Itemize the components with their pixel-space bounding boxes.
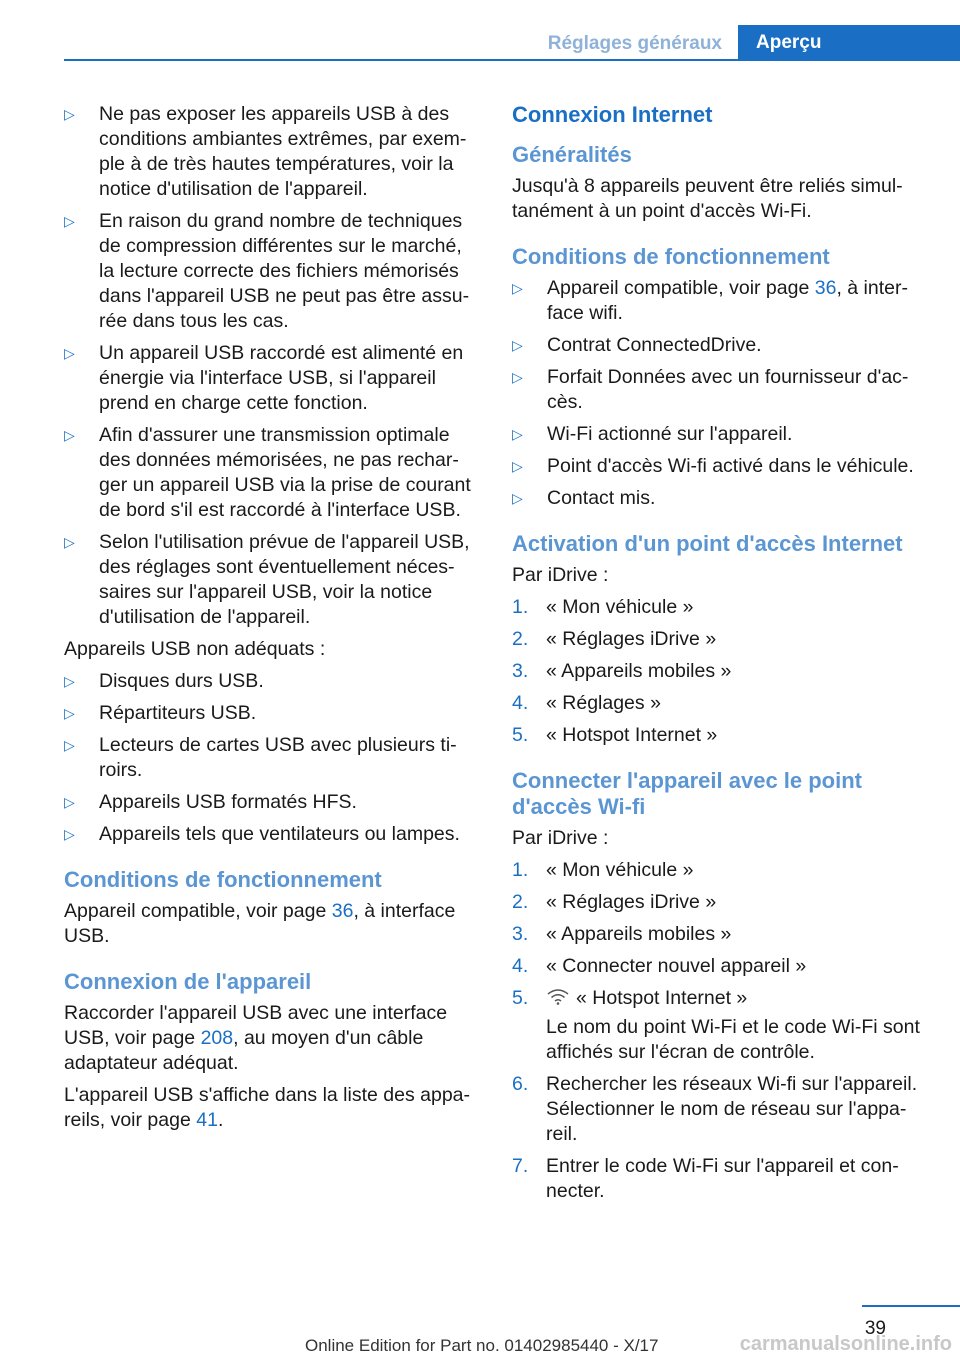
- left-column: [64, 102, 476, 1140]
- page-link[interactable]: 208: [200, 1027, 234, 1049]
- triangle-right-icon: ▷: [512, 337, 523, 353]
- triangle-right-icon: ▷: [512, 280, 523, 296]
- triangle-right-icon: ▷: [64, 705, 75, 721]
- list-item: ▷ Disques durs USB.: [64, 670, 264, 692]
- step-item: 7. Entrer le code Wi-Fi sur l'appareil et con‐ necter.: [512, 1155, 899, 1202]
- step-item: 1. « Mon véhicule »: [512, 859, 694, 881]
- conditions-text: Appareil compatible, voir page 36, à interface USB.: [64, 900, 456, 947]
- list-item: ▷ Appareils tels que ventilateurs ou lampes.: [64, 823, 460, 845]
- list-item: ▷ Forfait Données avec un fournisseur d'ac‐ cès.: [512, 366, 909, 413]
- activation-intro: Par iDrive :: [512, 564, 609, 586]
- triangle-right-icon: ▷: [512, 458, 523, 474]
- activation-steps: [512, 595, 924, 748]
- step-item: 2. « Réglages iDrive »: [512, 891, 717, 913]
- list-item: ▷ Wi-Fi actionné sur l'appareil.: [512, 423, 793, 445]
- connect-intro: Par iDrive :: [512, 827, 609, 849]
- triangle-right-icon: ▷: [64, 826, 75, 842]
- triangle-right-icon: ▷: [64, 106, 75, 122]
- list-item: ▷ Appareils USB formatés HFS.: [64, 791, 357, 813]
- page-link[interactable]: 41: [196, 1109, 218, 1131]
- list-item: ▷ Ne pas exposer les appareils USB à des conditions ambiantes extrêmes, par exem‐ ple à de très hautes températures, voir la notice d'utilisation de l'appareil.: [64, 103, 467, 200]
- list-item: ▷ Appareil compatible, voir page 36, à inter‐ face wifi.: [512, 277, 908, 324]
- triangle-right-icon: ▷: [64, 213, 75, 229]
- list-item: ▷ Un appareil USB raccordé est alimenté en énergie via l'interface USB, si l'appareil prend en charge cette fonction.: [64, 342, 464, 414]
- connection-list-text: L'appareil USB s'affiche dans la liste des appa‐ reils, voir page 41.: [64, 1084, 470, 1131]
- step-item: 2. « Réglages iDrive »: [512, 628, 717, 650]
- list-item: ▷ Contrat ConnectedDrive.: [512, 334, 762, 356]
- triangle-right-icon: ▷: [64, 534, 75, 550]
- step-item: 6. Rechercher les réseaux Wi-fi sur l'appareil. Sélectionner le nom de réseau sur l'appa‐ reil.: [512, 1073, 918, 1145]
- step-item: 4. « Connecter nouvel appareil »: [512, 955, 807, 977]
- edition-text: Online Edition for Part no. 01402985440 - X/17: [305, 1336, 659, 1355]
- triangle-right-icon: ▷: [512, 369, 523, 385]
- header-tab-apercu: [738, 25, 960, 61]
- section-heading-conditions: Conditions de fonctionnement: [64, 867, 382, 892]
- triangle-right-icon: ▷: [64, 427, 75, 443]
- section-heading-internet: Connexion Internet: [512, 102, 713, 127]
- section-heading-general: Généralités: [512, 142, 632, 167]
- section-heading-conditions: Conditions de fonctionnement: [512, 244, 830, 269]
- page-link[interactable]: 36: [331, 900, 354, 922]
- triangle-right-icon: ▷: [512, 490, 523, 506]
- unsuitable-devices-list: [64, 669, 476, 847]
- list-item: ▷ Lecteurs de cartes USB avec plusieurs ti‐ roirs.: [64, 734, 457, 781]
- step-note: Le nom du point Wi-Fi et le code Wi-Fi sont affichés sur l'écran de contrôle.: [546, 1016, 920, 1063]
- header-rule: [64, 59, 960, 61]
- unsuitable-intro: Appareils USB non adéquats :: [64, 638, 326, 660]
- step-item: 3. « Appareils mobiles »: [512, 660, 732, 682]
- page-header: [64, 25, 960, 61]
- right-column: [512, 102, 924, 1211]
- list-item: ▷ Répartiteurs USB.: [64, 702, 257, 724]
- triangle-right-icon: ▷: [64, 794, 75, 810]
- conditions-list: [512, 276, 924, 511]
- watermark: carmanualsonline.info: [739, 1333, 952, 1355]
- header-section-title: Réglages généraux: [547, 33, 722, 54]
- list-item: ▷ Contact mis.: [512, 487, 656, 509]
- list-item: ▷ Selon l'utilisation prévue de l'appareil USB, des réglages sont éventuellement néces‐ saires sur l'appareil USB, voir la notice d'utilisation de l'appareil.: [64, 531, 470, 628]
- header-tab-label: Aperçu: [756, 32, 822, 53]
- triangle-right-icon: ▷: [64, 737, 75, 753]
- triangle-right-icon: ▷: [64, 673, 75, 689]
- step-item: 5. « Hotspot Internet »: [512, 724, 718, 746]
- general-text: Jusqu'à 8 appareils peuvent être reliés simul‐ tanément à un point d'accès Wi-Fi.: [512, 175, 903, 222]
- usb-notes-list: [64, 102, 476, 630]
- footer-rule: [862, 1305, 960, 1307]
- step-item: 3. « Appareils mobiles »: [512, 923, 732, 945]
- section-heading-activation: Activation d'un point d'accès Internet: [512, 531, 903, 556]
- page-link[interactable]: 36: [814, 277, 837, 299]
- list-item: ▷ Point d'accès Wi-fi activé dans le véhicule.: [512, 455, 914, 477]
- triangle-right-icon: ▷: [512, 426, 523, 442]
- section-heading-connection: Connexion de l'appareil: [64, 969, 312, 994]
- triangle-right-icon: ▷: [64, 345, 75, 361]
- step-item: 4. « Réglages »: [512, 692, 661, 714]
- step-item: 1. « Mon véhicule »: [512, 596, 694, 618]
- list-item: ▷ Afin d'assurer une transmission optimale des données mémorisées, ne pas rechar‐ ger un appareil USB via la prise de courant de bord s'il est raccordé à l'interface USB.: [64, 424, 471, 521]
- list-item: ▷ En raison du grand nombre de techniques de compression différentes sur le marché, la lecture correcte des fichiers mémorisés dans l'appareil USB ne peut pas être assu‐ rée dans tous les cas.: [64, 210, 470, 332]
- page-number: 39: [864, 1318, 886, 1339]
- connection-text: Raccorder l'appareil USB avec une interface USB, voir page 208, au moyen d'un câble adaptateur adéquat.: [64, 1002, 448, 1074]
- connect-steps: [512, 858, 924, 1204]
- wifi-icon: [546, 989, 570, 1005]
- section-heading-connect-device: Connecter l'appareil avec le point d'accès Wi-fi: [512, 768, 863, 819]
- step-item: 5. « Hotspot Internet » Le nom du point Wi-Fi et le code Wi-Fi sont affichés sur l'écran de contrôle.: [512, 986, 924, 1065]
